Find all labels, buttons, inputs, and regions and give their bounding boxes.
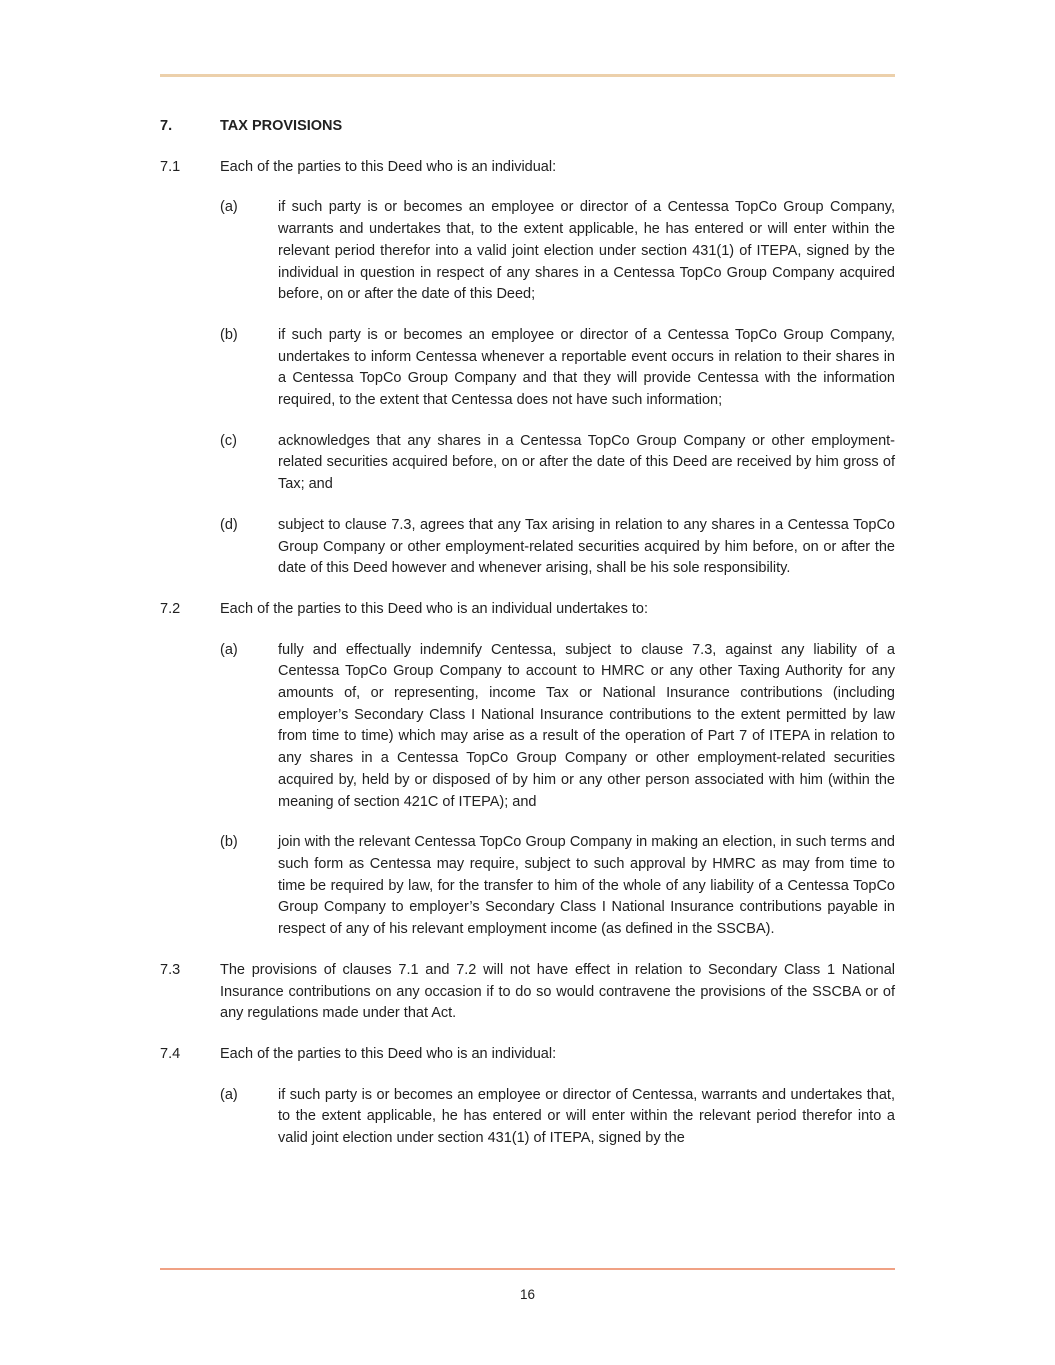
subclause-7-1-c: [160, 431, 895, 496]
section-number: 7.: [160, 118, 173, 134]
document-body: [160, 116, 895, 1169]
clause-7-2: [160, 599, 895, 621]
clause-text: Each of the parties to this Deed who is an individual:: [220, 158, 557, 175]
subclause-label: (a): [220, 199, 238, 216]
clause-number: 7.3: [160, 961, 181, 978]
clause-text: Each of the parties to this Deed who is an individual:: [220, 1045, 557, 1062]
subclause-7-1-d: [160, 515, 895, 580]
subclause-label: (a): [220, 641, 238, 658]
subclause-7-2-b: [160, 832, 895, 941]
subclause-text: join with the relevant Centessa TopCo Group Company in making an election, in such terms and such form as Centessa may require, subject to such approval by HMRC as may from time to time be required by law, for the transfer to him of the whole of any liability of a Centessa TopCo Group Company to employer’s Secondary Class I National Insurance contributions payable in respect of any of his relevant employment income (as defined in the SSCBA).: [278, 834, 895, 938]
subclause-7-2-a: [160, 640, 895, 814]
subclause-7-4-a: [160, 1085, 895, 1150]
subclause-text: subject to clause 7.3, agrees that any Tax arising in relation to any shares in a Centessa TopCo Group Company or other employment-related securities acquired by him before, on or after the date of this Deed however and whenever arising, shall be his sole responsibility.: [278, 516, 895, 577]
subclause-7-1-b: [160, 325, 895, 412]
clause-number: 7.1: [160, 158, 181, 175]
subclause-label: (d): [220, 516, 238, 533]
clause-7-1: [160, 157, 895, 179]
footer-rule: [160, 1268, 895, 1270]
subclause-label: (a): [220, 1086, 238, 1103]
clause-text: The provisions of clauses 7.1 and 7.2 will not have effect in relation to Secondary Class 1 National Insurance contributions on any occasion if to do so would contravene the provisions of the SSCBA or of any regulations made under that Act.: [220, 961, 895, 1022]
subclause-text: if such party is or becomes an employee or director of Centessa, warrants and undertakes that, to the extent applicable, he has entered or will enter within the relevant period therefor into a valid joint election under section 431(1) of ITEPA, signed by the: [278, 1086, 895, 1147]
clause-number: 7.2: [160, 600, 181, 617]
clause-7-3: [160, 960, 895, 1025]
clause-7-4: [160, 1044, 895, 1066]
subclause-text: if such party is or becomes an employee or director of a Centessa TopCo Group Company, undertakes to inform Centessa whenever a reportable event occurs in relation to their shares in a Centessa TopCo Group Company and that they will provide Centessa with the information required, to the extent that Centessa does not have such information;: [278, 326, 895, 409]
subclause-text: acknowledges that any shares in a Centessa TopCo Group Company or other employment-related securities acquired before, on or after the date of this Deed are received by him gross of Tax; and: [278, 432, 895, 493]
subclause-label: (c): [220, 432, 237, 449]
clause-number: 7.4: [160, 1045, 181, 1062]
clause-text: Each of the parties to this Deed who is an individual undertakes to:: [220, 600, 649, 617]
subclause-7-1-a: [160, 197, 895, 306]
page-number: 16: [519, 1287, 536, 1302]
subclause-text: fully and effectually indemnify Centessa, subject to clause 7.3, against any liability of a Centessa TopCo Group Company to account to HMRC or any other Taxing Authority for any amounts of, or representing, income Tax or National Insurance contributions (including employer’s Secondary Class I National Insurance contributions to the extent permitted by law from time to time) which may arise as a result of the operation of Part 7 of ITEPA in relation to any shares in a Centessa TopCo Group Company or other employment-related securities acquired by, held by or disposed of by him or any other person associated with him (within the meaning of section 421C of ITEPA); and: [278, 641, 895, 810]
section-heading: [160, 116, 895, 138]
section-title: TAX PROVISIONS: [220, 118, 343, 134]
subclause-label: (b): [220, 326, 238, 343]
subclause-text: if such party is or becomes an employee or director of a Centessa TopCo Group Company, warrants and undertakes that, to the extent applicable, he has entered or will enter within the relevant period therefor into a valid joint election under section 431(1) of ITEPA, signed by the individual in question in respect of any shares in a Centessa TopCo Group Company acquired before, on or after the date of this Deed;: [278, 199, 895, 303]
header-rule: [160, 74, 895, 77]
subclause-label: (b): [220, 834, 238, 851]
